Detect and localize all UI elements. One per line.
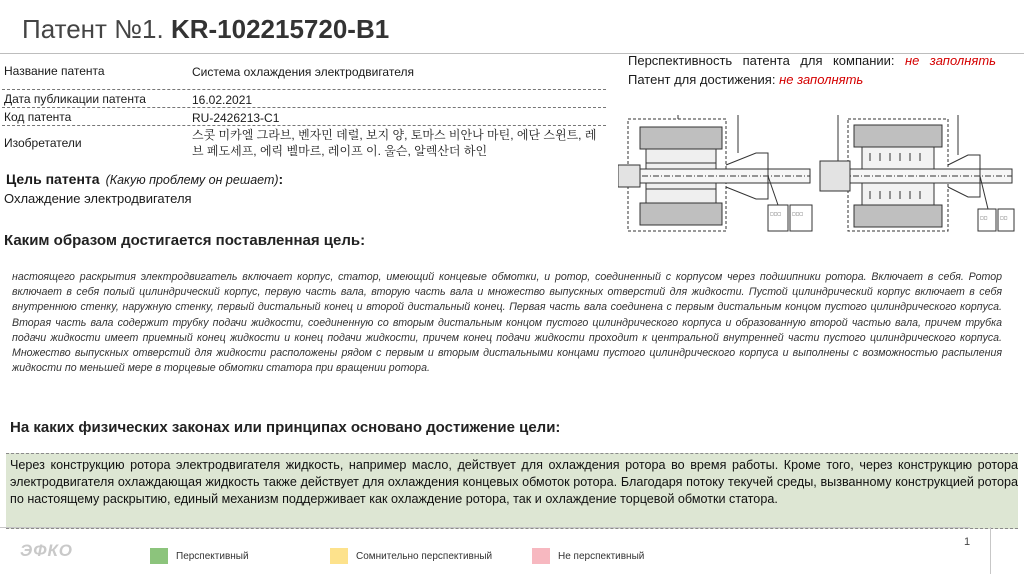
legend-label: Сомнительно перспективный <box>356 550 493 562</box>
achieve-label: Патент для достижения: <box>628 72 776 87</box>
info-value: RU-2426213-C1 <box>192 111 280 125</box>
goal-subheading: (Какую проблему он решает) <box>105 173 279 187</box>
achieve-row <box>628 72 996 87</box>
how-heading: Каким образом достигается поставленная цель: <box>4 232 366 249</box>
page-title <box>22 14 389 45</box>
svg-text:□□: □□ <box>980 215 988 220</box>
info-value: 16.02.2021 <box>192 93 253 107</box>
laws-text: Через конструкцию ротора электродвигателя жидкость, например масло, действует для охлаждения ротора во время работы. Кроме того, через конструкцию ротора электродвигателя охлаждающая жидкость также действует для охлаждения концевых обмоток ротора. Благодаря потоку текучей среды, вызванному конструкцией ротора по настоящему раскрытию, единый механизм поддерживает как охлаждение ротора, так и охлаждение торцевой обмотки статора. <box>10 458 1018 506</box>
page-number: 1 <box>964 536 971 548</box>
goal-text: Охлаждение электродвигателя <box>4 191 192 206</box>
info-row-code <box>2 108 606 126</box>
achieve-value: не заполнять <box>779 72 864 87</box>
info-row-title <box>2 58 606 90</box>
legend-swatch-green <box>150 548 168 564</box>
info-row-inventors <box>2 126 606 160</box>
legend-label: Не перспективный <box>558 550 645 562</box>
title-prefix: Патент №1. <box>22 14 171 44</box>
prospect-label: Перспективность патента для компании: <box>628 53 895 68</box>
legend-label: Перспективный <box>176 550 249 562</box>
legend-swatch-yellow <box>330 548 348 564</box>
legend-item-doubtful <box>330 548 492 564</box>
legend-item-prospective <box>150 548 249 564</box>
prospect-row <box>628 53 996 68</box>
info-value: Система охлаждения электродвигателя <box>192 65 414 79</box>
info-label: Код патента <box>4 110 72 124</box>
prospect-panel <box>628 53 996 87</box>
info-label: Изобретатели <box>4 136 82 150</box>
goal-colon: : <box>278 171 284 187</box>
company-logo: ЭФКО <box>20 541 73 560</box>
legend-swatch-pink <box>532 548 550 564</box>
patent-code-title: KR-102215720-B1 <box>170 14 390 44</box>
footer-divider <box>0 527 970 528</box>
svg-text:□□□: □□□ <box>770 211 782 216</box>
patent-drawing-right <box>818 113 1018 241</box>
goal-heading-text: Цель патента <box>6 171 100 187</box>
legend-item-not-prospective <box>532 548 644 564</box>
goal-heading <box>6 171 283 187</box>
footer-vertical-divider <box>990 527 991 574</box>
svg-text:□□: □□ <box>1000 215 1008 220</box>
how-description: настоящего раскрытия электродвигатель включает корпус, статор, имеющий концевые обмотки, и ротор, соединенный с корпусом через подшипники ротора. Включает в себя. Ротор включает в себя полый цилиндрический корпус, первую часть вала, вторую часть вала и множество выпускных отверстий для жидкости. Пустой цилиндрический корпус включает в себя внутреннюю стенку, наружную стенку, первый дистальный конец и второй дистальный конец. Первая часть вала соединена с первым дистальным концом пустого цилиндрического корпуса. Вторая часть вала содержит трубку подачи жидкости, соединенную со вторым дистальным концом пустого цилиндрического корпуса и образованную второй частью вала, причем трубка подачи жидкости имеет приемный конец жидкости и конец подачи жидкости, причем конец подачи жидкости проходит к центральной внутренней части пустого цилиндрического корпуса. Множество выпускных отверстий для жидкости расположены рядом с первым и вторым дистальными концами пустого цилиндрического корпуса и выполнены с возможностью распыления жидкости по меньшей мере в торцевые обмотки статора при вращении ротора. <box>12 271 1002 375</box>
laws-heading: На каких физических законах или принципах основано достижение цели: <box>10 419 561 436</box>
info-label: Название патента <box>4 64 105 78</box>
svg-text:□□□: □□□ <box>792 211 804 216</box>
patent-drawing-left <box>618 113 818 241</box>
info-row-date <box>2 90 606 108</box>
prospect-value: не заполнять <box>904 53 996 68</box>
info-label: Дата публикации патента <box>4 92 146 106</box>
info-value: 스콧 미카엘 그라브, 벤자민 데럴, 보지 양, 토마스 비안나 마틴, 에단 스윈트, 레브 페도세프, 에릭 벨마르, 레이프 이. 울슨, 알렉산더 하인 <box>192 128 597 158</box>
